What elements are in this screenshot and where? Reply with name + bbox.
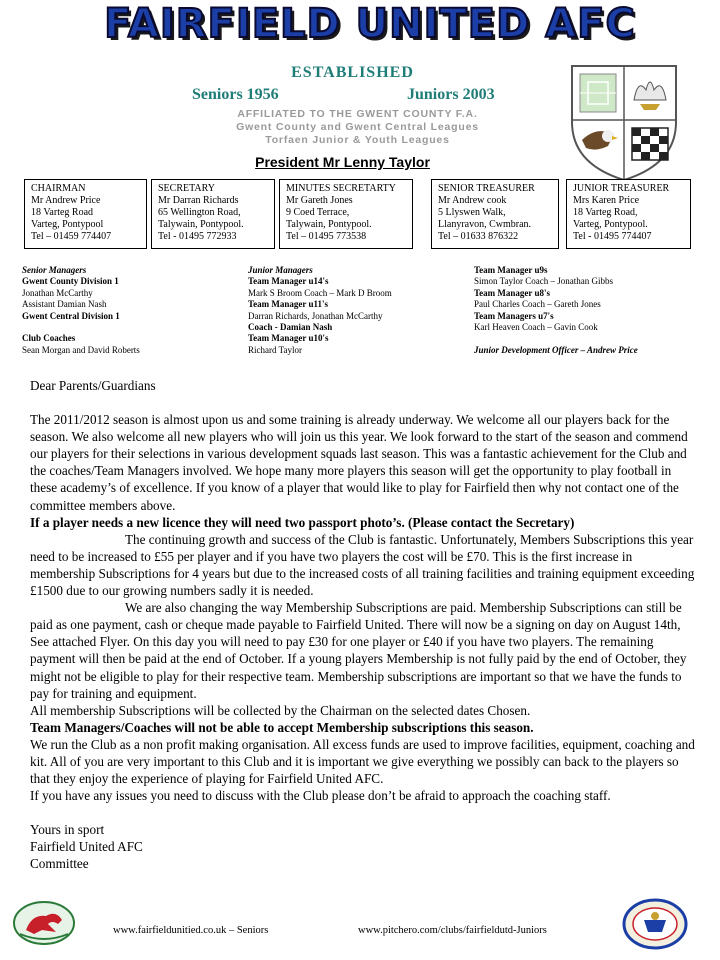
officer-box-junior-treasurer [566, 179, 691, 249]
officer-address: 18 Varteg Road, [573, 207, 638, 218]
assistant-name: Assistant Damian Nash [22, 299, 107, 310]
team-label-u7: Team Managers u7's [474, 310, 554, 321]
faw-logo [12, 900, 76, 946]
affiliation-line: Torfaen Junior & Youth Leagues [265, 134, 450, 146]
officer-name: Mrs Karen Price [573, 195, 640, 206]
junior-development-officer: Junior Development Officer – Andrew Price [474, 344, 638, 355]
team-label-u14: Team Manager u14's [248, 276, 329, 287]
club-crest-logo [568, 60, 680, 182]
senior-managers-heading: Senior Managers [22, 265, 87, 275]
president-line: President Mr Lenny Taylor [255, 154, 430, 170]
signoff-line: Fairfield United AFC [30, 839, 143, 855]
officer-phone: Tel – 01633 876322 [438, 231, 519, 242]
team-label-u9: Team Manager u9s [474, 265, 548, 275]
officer-box-senior-treasurer [431, 179, 559, 249]
team-names-u8: Paul Charles Coach – Gareth Jones [474, 299, 601, 310]
officer-role: SECRETARY [158, 183, 215, 194]
letter-paragraph: All membership Subscriptions will be collected by the Chairman on the selected dates Chosen. [30, 702, 531, 718]
officer-name: Mr Andrew cook [438, 195, 507, 206]
officer-phone: Tel – 01459 774407 [31, 231, 112, 242]
team-names-u11: Darran Richards, Jonathan McCarthy [248, 310, 383, 321]
coach-names: Sean Morgan and David Roberts [22, 344, 140, 355]
letter-paragraph: The continuing growth and success of the Club is fantastic. Unfortunately, Members Subscriptions this year need to be increased to £55 per player and if you have two players the cost will be £70. This is the first increase in membership Subscriptions for 4 years but due to the increased costs of all training facilities and training equipment exceeding £1500 due to our growing numbers sadly it is needed. [30, 531, 695, 599]
club-coaches-label: Club Coaches [22, 333, 76, 344]
team-label-u8: Team Manager u8's [474, 287, 551, 298]
affiliation-line: AFFILIATED TO THE GWENT COUNTY F.A. [237, 108, 478, 120]
officer-role: JUNIOR TREASURER [573, 183, 670, 194]
letter-paragraph: We are also changing the way Membership Subscriptions are paid. Membership Subscriptions can still be paid as one payment, cash or cheque made payable to Fairfield United. There will now be a signing on day on August 14th, See attached Flyer. On this day you will need to pay £30 for one player or £40 if you have two players. The remaining payment will then be paid at the end of October. If a young players Membership is not fully paid by the end of October, they might not be eligible to play for their respective team. Membership subscriptions are important so that we have the funds to pay for training and equipment. [30, 600, 687, 701]
division-label: Gwent County Division 1 [22, 276, 119, 287]
gwent-county-fa-logo [622, 898, 688, 950]
officer-address: Talywain, Pontypool. [158, 219, 244, 230]
club-title: FAIRFIELD UNITED AFC [104, 1, 636, 47]
seniors-website-link[interactable]: www.fairfieldunitied.co.uk – Seniors [113, 925, 269, 936]
officer-address: Llanyravon, Cwmbran. [438, 219, 532, 230]
officer-address: 18 Varteg Road [31, 207, 94, 218]
officer-address: Varteg, Pontypool [31, 219, 104, 230]
affiliation-line: Gwent County and Gwent Central Leagues [236, 121, 479, 133]
officer-address: Talywain, Pontypool. [286, 219, 372, 230]
juniors-website-link[interactable]: www.pitchero.com/clubs/fairfieldutd-Juniors [358, 925, 547, 936]
licence-notice: If a player needs a new licence they will need two passport photo’s. (Please contact the Secretary) [30, 514, 575, 530]
manager-name: Jonathan McCarthy [22, 287, 93, 298]
officer-name: Mr Andrew Price [31, 195, 101, 206]
officer-address: 5 Llyswen Walk, [438, 207, 506, 218]
officer-box-minutes-secretary [279, 179, 413, 249]
salutation: Dear Parents/Guardians [30, 378, 156, 393]
signoff-line: Committee [30, 856, 89, 872]
managers-notice: Team Managers/Coaches will not be able to accept Membership subscriptions this season. [30, 719, 534, 735]
officer-phone: Tel - 01495 774407 [573, 231, 652, 242]
established-label: ESTABLISHED [291, 64, 414, 81]
division-label: Gwent Central Division 1 [22, 310, 120, 321]
letter-paragraph: The 2011/2012 season is almost upon us and some training is already underway. We welcome all our players back for the season. We also welcome all new players who will join us this year. We look forward to the start of the season and commend our players for their selections in various development squads last season. This was a fantastic achievement for the Club and the coaches/Team Managers involved. We hope many more players this season will get the opportunity to play football in these academy’s of excellence. If you know of a player that would like to play for Fairfield then why not contact one of the committee members above. [30, 412, 688, 513]
team-names-u7: Karl Heaven Coach – Gavin Cook [474, 322, 598, 333]
junior-managers-heading: Junior Managers [248, 265, 313, 275]
team-label-u10: Team Manager u10's [248, 333, 329, 344]
managers-column-senior [22, 265, 140, 356]
managers-column-junior [248, 265, 392, 356]
officer-address: 9 Coed Terrace, [286, 207, 350, 218]
seniors-year: Seniors 1956 [192, 86, 279, 103]
letter-paragraph: We run the Club as a non profit making organisation. All excess funds are used to improve facilities, equipment, coaching and kit. All of you are very important to this Club and it is important we give everything we possibly can back to the players so that they enjoy the experience of playing for Fairfield United AFC. [30, 736, 695, 787]
officer-phone: Tel - 01495 772933 [158, 231, 237, 242]
team-label-u11: Team Manager u11's [248, 299, 329, 310]
letter-body [30, 377, 700, 873]
officer-name: Mr Gareth Jones [286, 195, 353, 206]
team-coach-u11: Coach - Damian Nash [248, 322, 333, 333]
officer-box-chairman [24, 179, 147, 249]
juniors-year: Juniors 2003 [407, 86, 495, 103]
officer-address: Varteg, Pontypool. [573, 219, 648, 230]
managers-column-youth [474, 265, 638, 356]
team-names-u10: Richard Taylor [248, 344, 302, 355]
officer-name: Mr Darran Richards [158, 195, 239, 206]
officer-phone: Tel – 01495 773538 [286, 231, 367, 242]
letter-paragraph: If you have any issues you need to discuss with the Club please don’t be afraid to approach the coaching staff. [30, 788, 611, 804]
team-names-u14: Mark S Broom Coach – Mark D Broom [248, 287, 392, 298]
officer-role: MINUTES SECRETARTY [286, 183, 396, 194]
officer-role: CHAIRMAN [31, 183, 86, 194]
officer-role: SENIOR TREASURER [438, 183, 535, 194]
signoff-line: Yours in sport [30, 822, 105, 838]
officer-box-secretary [151, 179, 275, 249]
officer-address: 65 Wellington Road, [158, 207, 241, 218]
team-names-u9: Simon Taylor Coach – Jonathan Gibbs [474, 276, 613, 287]
